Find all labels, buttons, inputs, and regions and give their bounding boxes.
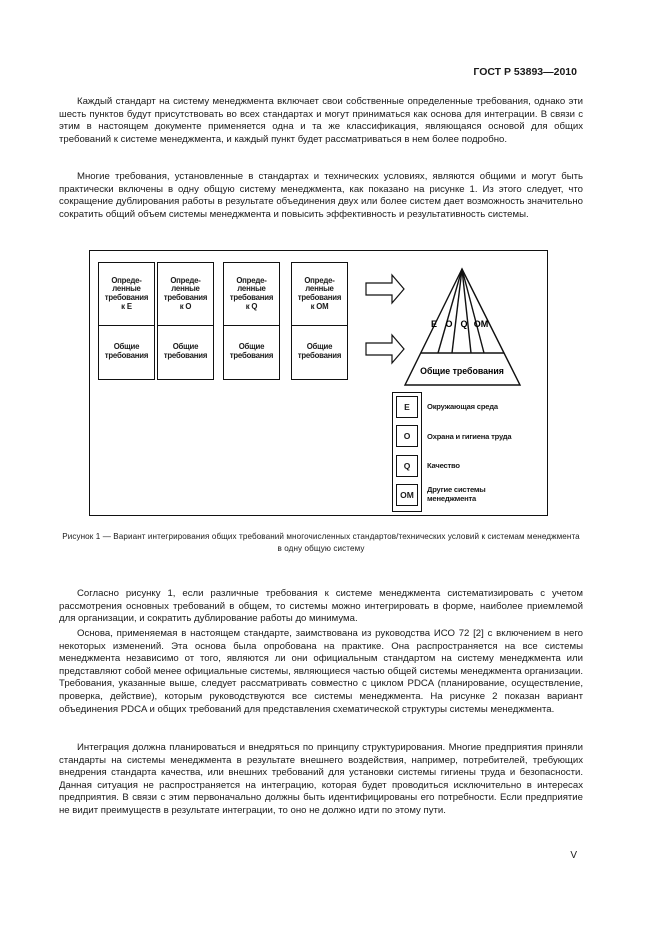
pyramid-diagram xyxy=(90,251,549,517)
arrow-icon xyxy=(366,335,404,363)
paragraph: Основа, применяемая в настоящем стандарте, заимствована из руководства ИСО 72 [2] с включением в него некоторых изменений. Эта основа была опробована на практике. Она распространяется на все системы менеджмента независимо от того, являются ли они официальным стандартом на систему менеджмента или представляют собой менее официальные системы, являющиеся частью общей системы менеджмента организации. Требования, указанные выше, следует рассматривать совместно с циклом PDCA (планирование, осуществление, проверка, действие), которым руководствуются все системы менеджмента. На рисунке 2 показан вариант объединения PDCA и общих требований для представления схематической структуры системы менеджмента. xyxy=(59,628,583,715)
specific-requirements-q: Опреде- ленные требования к Q xyxy=(224,263,279,326)
legend-code-om: OM xyxy=(396,484,418,506)
figure-caption: Рисунок 1 — Вариант интегрирования общих требований многочисленных стандартов/технических условий к системам менеджмента в одну общую систему xyxy=(62,532,580,553)
paragraph: Многие требования, установленные в стандартах и технических условиях, являются общими и могут быть практически включены в одну общую систему менеджмента, как показано на рисунке 1. Из этого следует, что сокращение дублирования работы в результате объединения двух или более систем дает возможность значительно сократить общий объем системы менеджмента и повысить эффективность и результативность системы. xyxy=(59,171,583,220)
page-number: V xyxy=(570,850,577,861)
pyramid-label-e: E xyxy=(430,319,438,329)
page-header: ГОСТ Р 53893—2010 xyxy=(473,66,577,78)
paragraph: Интеграция должна планироваться и внедряться по принципу структурирования. Многие предприятия приняли стандарты на системы менеджмента в результате внешнего воздействия, например, потребителей, требующих внедрения стандарта качества, или внешних требований для установки системы гигиены труда и безопасности. Данная ситуация не распространяется на интеграцию, которая будет проводиться исключительно в интересах предприятия. В связи с этим первоначально должны быть идентифицированы его потребности. Если предприятие не видит преимуществ в результате интеграции, то оно не должно идти по этому пути. xyxy=(59,742,583,816)
legend-code-o: O xyxy=(396,425,418,447)
pyramid-label-o: O xyxy=(445,319,453,329)
paragraph: Согласно рисунку 1, если различные требования к системе менеджмента систематизировать с учетом рассмотрения основных требований в общем, то системы можно интегрировать в форме, наиболее приемлемой для организации, и сократить дублирование работы до минимума. xyxy=(59,588,583,625)
specific-requirements-om: Опреде- ленные требования к ОМ xyxy=(292,263,347,326)
legend-code-q: Q xyxy=(396,455,418,477)
pyramid-label-om: OM xyxy=(473,319,489,329)
pyramid-label-q: Q xyxy=(460,319,468,329)
paragraph: Каждый стандарт на систему менеджмента включает свои собственные определенные требования, однако эти шесть пунктов будут присутствовать во всех стандартах и могут приниматься как основа для интеграции. В связи с этим в настоящем документе применяется одна и та же классификация, являющаяся основой для общих требований к системе менеджмента, и каждый пункт будет рассматриваться в нем более подробно. xyxy=(59,96,583,145)
specific-requirements-o: Опреде- ленные требования к О xyxy=(158,263,213,326)
common-requirements-o: Общие требования xyxy=(163,342,208,360)
legend-code-e: E xyxy=(396,396,418,418)
common-requirements-om: Общие требования xyxy=(297,342,342,360)
pyramid-base-label: Общие требования xyxy=(420,366,504,376)
legend-text-e: Окружающая среда xyxy=(427,402,498,411)
common-requirements-q: Общие требования xyxy=(229,342,274,360)
legend-text-q: Качество xyxy=(427,461,460,470)
legend-text-om: Другие системы менеджмента xyxy=(427,485,486,503)
specific-requirements-e: Опреде- ленные требования к Е xyxy=(99,263,154,326)
legend-text-o: Охрана и гигиена труда xyxy=(427,432,512,441)
arrow-icon xyxy=(366,275,404,303)
common-requirements-e: Общие требования xyxy=(104,342,149,360)
figure-1 xyxy=(89,250,548,516)
